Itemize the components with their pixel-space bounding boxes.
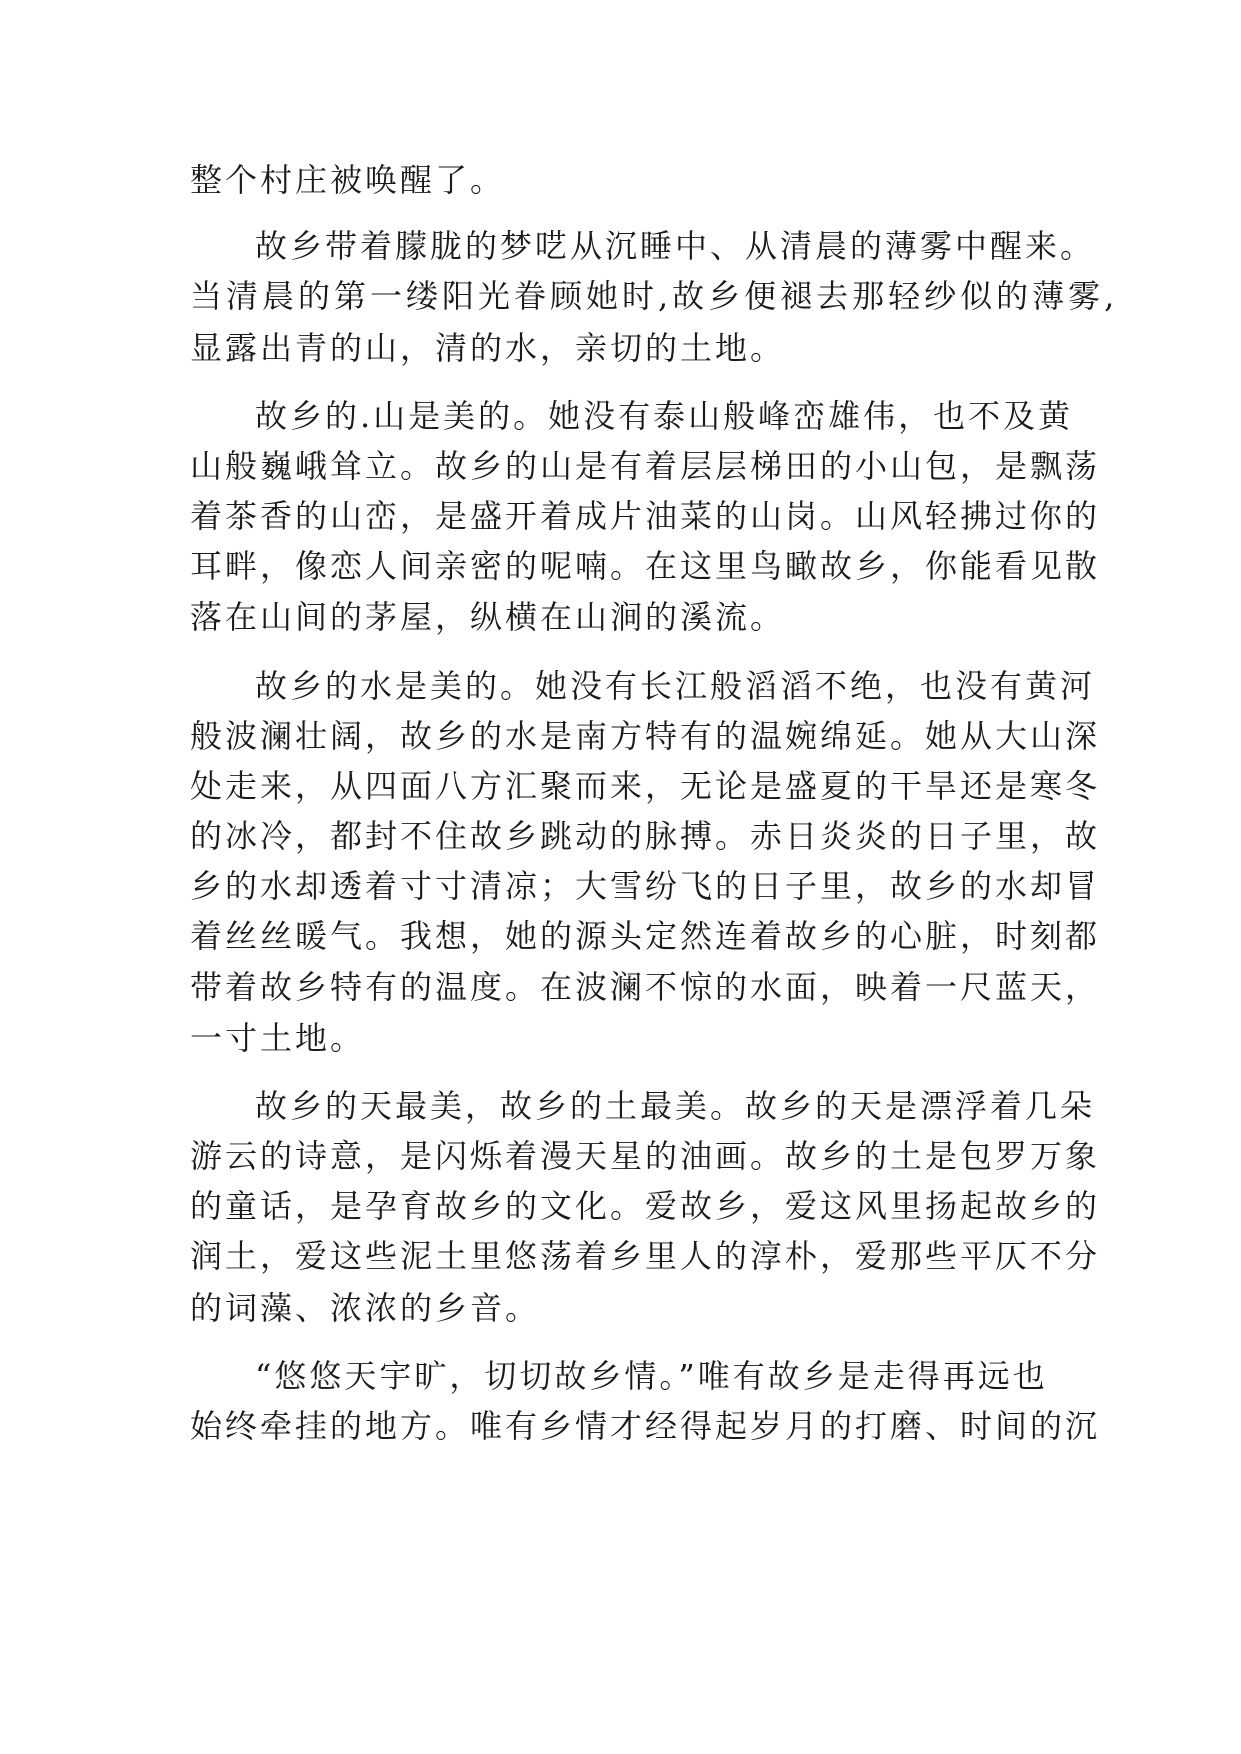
text-line: 着茶香的山峦，是盛开着成片油菜的山岗。山风轻拂过你的 [190,497,1101,535]
text-line: 着丝丝暖气。我想，她的源头定然连着故乡的心脏，时刻都 [190,917,1101,955]
text-line: 当清晨的第一缕阳光眷顾她时,故乡便褪去那轻纱似的薄雾, [190,277,1119,315]
text-line: 耳畔，像恋人间亲密的呢喃。在这里鸟瞰故乡，你能看见散 [190,547,1101,585]
paragraph-first-line: 故乡的天最美，故乡的土最美。故乡的天是漂浮着几朵 [255,1087,1096,1125]
text-line: 一寸土地。 [190,1019,366,1057]
text-line: 般波澜壮阔，故乡的水是南方特有的温婉绵延。她从大山深 [190,717,1101,755]
text-line: 乡的水却透着寸寸清凉；大雪纷飞的日子里，故乡的水却冒 [190,867,1101,905]
text-line: 的词藻、浓浓的乡音。 [190,1289,541,1327]
text-line: 游云的诗意，是闪烁着漫天星的油画。故乡的土是包罗万象 [190,1137,1101,1175]
text-line: 落在山间的茅屋，纵横在山涧的溪流。 [190,598,786,636]
text-line: 显露出青的山，清的水，亲切的土地。 [190,329,786,367]
paragraph-first-line: 故乡的.山是美的。她没有泰山般峰峦雄伟，也不及黄 [255,397,1074,435]
paragraph-first-line: 故乡带着朦胧的梦呓从沉睡中、从清晨的薄雾中醒来。 [255,227,1096,265]
text-line: 的童话，是孕育故乡的文化。爱故乡，爱这风里扬起故乡的 [190,1187,1101,1225]
text-line: 处走来，从四面八方汇聚而来，无论是盛夏的干旱还是寒冬 [190,767,1101,805]
text-line: 带着故乡特有的温度。在波澜不惊的水面，映着一尺蓝天， [190,968,1101,1006]
text-line: 润土，爱这些泥土里悠荡着乡里人的淳朴，爱那些平仄不分 [190,1237,1101,1275]
paragraph-first-line: “悠悠天宇旷，切切故乡情。”唯有故乡是走得再远也 [255,1357,1048,1395]
paragraph-first-line: 故乡的水是美的。她没有长江般滔滔不绝，也没有黄河 [255,667,1096,705]
text-line: 始终牵挂的地方。唯有乡情才经得起岁月的打磨、时间的沉 [190,1407,1101,1445]
text-line: 整个村庄被唤醒了。 [190,161,506,199]
text-line: 的冰冷，都封不住故乡跳动的脉搏。赤日炎炎的日子里，故 [190,817,1101,855]
text-line: 山般巍峨耸立。故乡的山是有着层层梯田的小山包，是飘荡 [190,447,1101,485]
